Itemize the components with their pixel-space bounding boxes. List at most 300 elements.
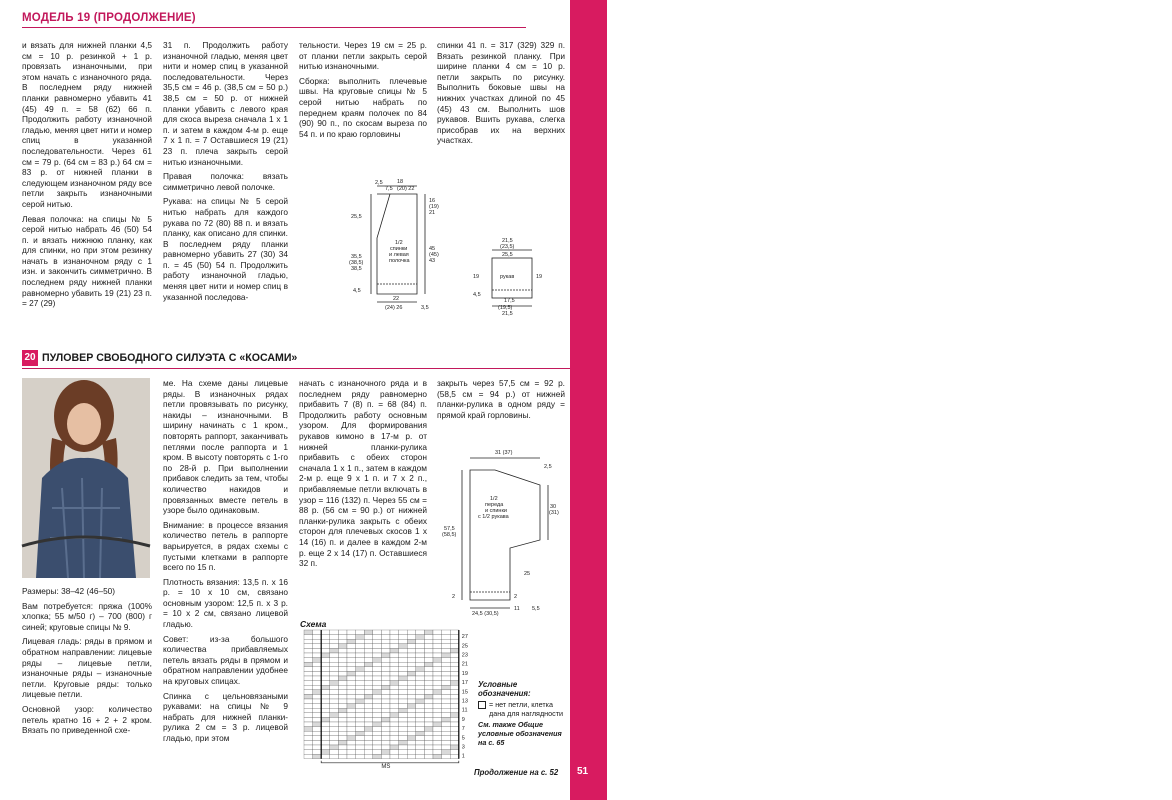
- scheme-cell: [399, 681, 408, 686]
- paragraph: начать с изнаночного ряда и в последнем ряду равномерно прибавить 7 (8) п. = 68 (84) п. Продолжить работу основным узором. Для формирования рукавов кимоно в 17-м р. от нижней планки-рулика прибавить с обеих сторон сначала 1 х 1 п., затем в каждом 2-м р. еще 9 х 1 п. и 7 х 2 п., прибавляемые петли включать в узор = 116 (132) п. Через 55 см = 88 р. (56 см = 90 р.) от нижней планки-рулика закрыть с обеих сторон для плечевых скосов 1 х 14 (16) п. и далее в каждом 2-м р. еще 2 х 14 (17) п. Оставшиеся 32 п.: [299, 378, 427, 569]
- dim-label: (23,5): [500, 244, 515, 250]
- scheme-cell: [313, 708, 322, 713]
- scheme-cell: [347, 639, 356, 644]
- scheme-cell: [407, 736, 416, 741]
- scheme-cell: [321, 727, 330, 732]
- scheme-cell: [407, 662, 416, 667]
- scheme-cell: [373, 648, 382, 653]
- scheme-cell: [356, 740, 365, 745]
- scheme-cell: [407, 635, 416, 640]
- scheme-cell: [330, 644, 339, 649]
- dim-label: переда: [485, 502, 504, 508]
- scheme-cell: [304, 694, 313, 699]
- scheme-cell: [433, 713, 442, 718]
- scheme-cell: [450, 745, 459, 750]
- scheme-cell: [390, 745, 399, 750]
- scheme-cell: [347, 681, 356, 686]
- scheme-cell: [442, 750, 451, 755]
- top-column-1: [22, 40, 152, 313]
- row-number: 9: [461, 716, 465, 723]
- scheme-cell: [330, 662, 339, 667]
- scheme-cell: [313, 644, 322, 649]
- dim-label: с 1/2 рукава: [478, 514, 509, 520]
- scheme-cell: [330, 685, 339, 690]
- scheme-cell: [390, 635, 399, 640]
- scheme-cell: [381, 708, 390, 713]
- scheme-cell: [364, 667, 373, 672]
- scheme-cell: [416, 727, 425, 732]
- scheme-cell: [304, 667, 313, 672]
- scheme-cell: [399, 676, 408, 681]
- scheme-cell: [407, 630, 416, 635]
- scheme-cell: [433, 722, 442, 727]
- scheme-cell: [338, 722, 347, 727]
- scheme-cell: [321, 731, 330, 736]
- scheme-cell: [304, 635, 313, 640]
- paragraph: Правая полочка: вязать симметрично левой полочке.: [163, 171, 288, 192]
- scheme-cell: [373, 722, 382, 727]
- scheme-cell: [304, 713, 313, 718]
- dim-label: 30: [550, 504, 557, 510]
- scheme-cell: [338, 745, 347, 750]
- scheme-cell: [373, 685, 382, 690]
- scheme-cell: [442, 676, 451, 681]
- row-number: 19: [461, 670, 468, 677]
- scheme-cell: [407, 639, 416, 644]
- scheme-cell: [338, 690, 347, 695]
- scheme-cell: [381, 648, 390, 653]
- scheme-cell: [330, 676, 339, 681]
- scheme-cell: [399, 685, 408, 690]
- dim-label: 25: [524, 571, 531, 577]
- scheme-cell: [381, 644, 390, 649]
- dim-label: 2,5: [375, 180, 383, 186]
- scheme-cell: [330, 648, 339, 653]
- scheme-cell: [450, 635, 459, 640]
- scheme-cell: [321, 653, 330, 658]
- scheme-cell: [424, 708, 433, 713]
- scheme-cell: [442, 644, 451, 649]
- scheme-cell: [450, 717, 459, 722]
- scheme-cell: [442, 708, 451, 713]
- scheme-cell: [424, 662, 433, 667]
- scheme-cell: [416, 690, 425, 695]
- scheme-title: Схема: [300, 619, 327, 629]
- scheme-cell: [450, 671, 459, 676]
- scheme-cell: [364, 699, 373, 704]
- scheme-cell: [399, 690, 408, 695]
- scheme-cell: [424, 740, 433, 745]
- dim-label: 11: [514, 606, 520, 612]
- scheme-cell: [356, 690, 365, 695]
- scheme-cell: [373, 736, 382, 741]
- scheme-cell: [373, 740, 382, 745]
- dim-label: 18: [397, 179, 404, 185]
- scheme-cell: [373, 704, 382, 709]
- scheme-cell: [416, 708, 425, 713]
- legend-item: [478, 700, 568, 718]
- scheme-cell: [390, 694, 399, 699]
- scheme-cell: [433, 750, 442, 755]
- scheme-cell: [347, 754, 356, 759]
- scheme-cell: [381, 676, 390, 681]
- scheme-cell: [364, 704, 373, 709]
- scheme-cell: [390, 754, 399, 759]
- scheme-cell: [433, 635, 442, 640]
- scheme-cell: [313, 648, 322, 653]
- scheme-cell: [407, 658, 416, 663]
- scheme-cell: [373, 667, 382, 672]
- scheme-cell: [442, 658, 451, 663]
- scheme-cell: [390, 717, 399, 722]
- scheme-cell: [381, 635, 390, 640]
- scheme-cell: [373, 635, 382, 640]
- scheme-cell: [399, 694, 408, 699]
- scheme-cell: [364, 644, 373, 649]
- scheme-cell: [304, 658, 313, 663]
- scheme-cell: [416, 745, 425, 750]
- scheme-cell: [347, 713, 356, 718]
- scheme-cell: [407, 754, 416, 759]
- scheme-cell: [313, 690, 322, 695]
- row-number: 17: [461, 680, 468, 687]
- scheme-cell: [304, 676, 313, 681]
- dim-label: 5,5: [532, 606, 540, 612]
- scheme-cell: [424, 648, 433, 653]
- paragraph: Лицевая гладь: ряды в прямом и обратном направлении: лицевые ряды – лицевые петли, изнаночные ряды – изнаночные петли. Круговые ряды: только лицевые петли.: [22, 636, 152, 700]
- scheme-cell: [373, 681, 382, 686]
- scheme-cell: [330, 671, 339, 676]
- scheme-cell: [442, 653, 451, 658]
- scheme-cell: [321, 754, 330, 759]
- scheme-cell: [356, 671, 365, 676]
- model-title: ПУЛОВЕР СВОБОДНОГО СИЛУЭТА С «КОСАМИ»: [42, 352, 298, 364]
- scheme-cell: [338, 694, 347, 699]
- scheme-cell: [364, 740, 373, 745]
- scheme-cell: [433, 708, 442, 713]
- scheme-cell: [347, 704, 356, 709]
- row-number: 11: [461, 707, 468, 714]
- scheme-cell: [321, 699, 330, 704]
- scheme-cell: [347, 731, 356, 736]
- scheme-cell: [347, 676, 356, 681]
- scheme-cell: [442, 681, 451, 686]
- scheme-cell: [450, 662, 459, 667]
- paragraph: закрыть через 57,5 см = 92 р. (58,5 см = 94 р.) от нижней планки-рулика в одном ряду = прямой край горловины.: [437, 378, 565, 420]
- scheme-cell: [442, 630, 451, 635]
- scheme-cell: [424, 754, 433, 759]
- scheme-cell: [399, 745, 408, 750]
- dim-label: 43: [429, 258, 436, 264]
- scheme-cell: [304, 722, 313, 727]
- scheme-cell: [433, 699, 442, 704]
- scheme-cell: [356, 662, 365, 667]
- scheme-cell: [450, 722, 459, 727]
- scheme-cell: [450, 690, 459, 695]
- dim-label: 21,5: [502, 311, 513, 317]
- scheme-cell: [338, 727, 347, 732]
- scheme-cell: [442, 745, 451, 750]
- scheme-cell: [330, 736, 339, 741]
- scheme-cell: [321, 676, 330, 681]
- row-number: 7: [461, 726, 465, 733]
- scheme-cell: [321, 671, 330, 676]
- scheme-cell: [347, 635, 356, 640]
- scheme-cell: [330, 653, 339, 658]
- scheme-cell: [304, 630, 313, 635]
- scheme-cell: [313, 658, 322, 663]
- scheme-cell: [364, 731, 373, 736]
- scheme-cell: [321, 685, 330, 690]
- scheme-cell: [424, 717, 433, 722]
- scheme-cell: [407, 745, 416, 750]
- scheme-cell: [416, 722, 425, 727]
- scheme-cell: [364, 658, 373, 663]
- scheme-cell: [304, 648, 313, 653]
- scheme-cell: [416, 754, 425, 759]
- scheme-cell: [390, 671, 399, 676]
- scheme-cell: [407, 671, 416, 676]
- legend-text: = нет петли, клетка дана для наглядности: [489, 700, 564, 718]
- repeat-label: MS: [381, 763, 391, 770]
- scheme-cell: [416, 740, 425, 745]
- scheme-cell: [356, 639, 365, 644]
- row-number: 27: [461, 634, 468, 641]
- watermark: PassionForum.ru: [485, 785, 550, 795]
- scheme-cell: [424, 750, 433, 755]
- scheme-cell: [304, 681, 313, 686]
- scheme-cell: [330, 681, 339, 686]
- scheme-cell: [373, 662, 382, 667]
- scheme-cell: [373, 653, 382, 658]
- scheme-cell: [416, 644, 425, 649]
- scheme-cell: [390, 644, 399, 649]
- paragraph: Плотность вязания: 13,5 п. х 16 р. = 10 х 10 см, связано основным узором: 12,5 п. х 3 р. = 10 х 2 см, связано лицевой гладью.: [163, 576, 288, 630]
- scheme-cell: [321, 630, 330, 635]
- scheme-cell: [356, 676, 365, 681]
- scheme-cell: [416, 662, 425, 667]
- scheme-cell: [321, 713, 330, 718]
- scheme-cell: [442, 754, 451, 759]
- scheme-cell: [450, 740, 459, 745]
- scheme-cell: [330, 754, 339, 759]
- dim-label: 45: [429, 246, 436, 252]
- scheme-cell: [416, 717, 425, 722]
- scheme-cell: [433, 704, 442, 709]
- side-band: [570, 0, 1156, 800]
- scheme-cell: [424, 658, 433, 663]
- scheme-cell: [433, 745, 442, 750]
- scheme-cell: [304, 736, 313, 741]
- scheme-cell: [442, 648, 451, 653]
- scheme-cell: [407, 727, 416, 732]
- scheme-cell: [433, 653, 442, 658]
- scheme-cell: [364, 722, 373, 727]
- scheme-cell: [321, 745, 330, 750]
- scheme-cell: [313, 704, 322, 709]
- scheme-cell: [330, 630, 339, 635]
- dim-label: 38,5: [351, 266, 362, 272]
- scheme-cell: [424, 745, 433, 750]
- scheme-cell: [399, 740, 408, 745]
- scheme-cell: [399, 658, 408, 663]
- scheme-cell: [450, 667, 459, 672]
- scheme-cell: [330, 635, 339, 640]
- dim-label: 31 (37): [495, 450, 513, 456]
- scheme-cell: [450, 708, 459, 713]
- scheme-cell: [381, 639, 390, 644]
- scheme-cell: [313, 694, 322, 699]
- scheme-cell: [356, 681, 365, 686]
- scheme-cell: [321, 662, 330, 667]
- scheme-cell: [373, 745, 382, 750]
- scheme-cell: [433, 662, 442, 667]
- scheme-cell: [433, 727, 442, 732]
- scheme-cell: [356, 648, 365, 653]
- paragraph: ме. На схеме даны лицевые ряды. В изнаночных рядах петли провязывать по рисунку, накиды – изнаночными. В ширину начинать с 1 кром., повторять раппорт, заканчивать петлями после раппорта и 1 кром. В высоту повторять с 1-го по 28-й р. При выполнении прибавок следить за тем, чтобы количество накидов и провязанных вместе петель в узоре было одинаковым.: [163, 378, 288, 516]
- scheme-cell: [433, 736, 442, 741]
- scheme-cell: [356, 704, 365, 709]
- scheme-cell: [450, 653, 459, 658]
- scheme-cell: [381, 694, 390, 699]
- top-column-3: [299, 40, 427, 143]
- scheme-cell: [442, 690, 451, 695]
- scheme-cell: [356, 750, 365, 755]
- scheme-cell: [433, 644, 442, 649]
- scheme-cell: [364, 750, 373, 755]
- scheme-cell: [364, 681, 373, 686]
- scheme-cell: [364, 662, 373, 667]
- scheme-cell: [356, 653, 365, 658]
- scheme-cell: [399, 727, 408, 732]
- scheme-cell: [424, 685, 433, 690]
- dim-label: спинки: [390, 246, 408, 252]
- scheme-cell: [304, 653, 313, 658]
- scheme-cell: [364, 630, 373, 635]
- top-column-2: [163, 40, 288, 306]
- row-number: 3: [461, 744, 465, 751]
- dim-label: 17,5: [504, 298, 515, 304]
- scheme-cell: [304, 690, 313, 695]
- scheme-cell: [399, 731, 408, 736]
- scheme-cell: [356, 658, 365, 663]
- scheme-cell: [399, 635, 408, 640]
- scheme-cell: [399, 667, 408, 672]
- scheme-cell: [450, 750, 459, 755]
- scheme-cell: [347, 736, 356, 741]
- scheme-cell: [364, 736, 373, 741]
- scheme-cell: [424, 722, 433, 727]
- scheme-cell: [390, 648, 399, 653]
- scheme-cell: [356, 644, 365, 649]
- scheme-cell: [390, 704, 399, 709]
- dim-label: 1/2: [490, 496, 498, 502]
- scheme-cell: [407, 708, 416, 713]
- scheme-cell: [321, 740, 330, 745]
- scheme-cell: [373, 708, 382, 713]
- scheme-cell: [424, 667, 433, 672]
- scheme-cell: [304, 704, 313, 709]
- scheme-cell: [338, 667, 347, 672]
- scheme-cell: [416, 676, 425, 681]
- scheme-cell: [364, 717, 373, 722]
- scheme-cell: [338, 750, 347, 755]
- scheme-cell: [364, 685, 373, 690]
- paragraph: Левая полочка: на спицы № 5 серой нитью набрать 46 (50) 54 п. и вязать нижнюю планку, как для спинки, но при этом резинку начать в изнаночном ряду с 1 изн. и закончить симметрично. В последнем ряду нижней планки равномерно убавить 19 (21) 23 п. = 27 (29): [22, 213, 152, 309]
- scheme-cell: [433, 630, 442, 635]
- scheme-cell: [407, 699, 416, 704]
- dim-label: (20) 22: [397, 186, 415, 192]
- scheme-cell: [321, 704, 330, 709]
- scheme-cell: [433, 731, 442, 736]
- scheme-cell: [433, 694, 442, 699]
- scheme-cell: [433, 667, 442, 672]
- scheme-cell: [390, 658, 399, 663]
- scheme-cell: [338, 644, 347, 649]
- legend: [478, 680, 568, 747]
- magazine-name: VERENA SPECIAL 01-2022: [1144, 112, 1156, 260]
- scheme-cell: [381, 717, 390, 722]
- dim-label: 4,5: [473, 292, 481, 298]
- scheme-cell: [390, 685, 399, 690]
- scheme-cell: [347, 648, 356, 653]
- scheme-cell: [390, 681, 399, 686]
- row-number: 5: [461, 735, 465, 742]
- row-number: 23: [461, 652, 468, 659]
- scheme-cell: [399, 750, 408, 755]
- scheme-cell: [407, 694, 416, 699]
- scheme-cell: [321, 708, 330, 713]
- scheme-cell: [381, 690, 390, 695]
- scheme-cell: [364, 671, 373, 676]
- scheme-cell: [321, 667, 330, 672]
- scheme-cell: [381, 713, 390, 718]
- dim-label: 4,5: [353, 288, 361, 294]
- scheme-cell: [424, 731, 433, 736]
- dim-label: 1/2: [395, 240, 403, 246]
- scheme-cell: [338, 736, 347, 741]
- paragraph: и вязать для нижней планки 4,5 см = 10 р. резинкой + 1 р. провязать изнаночными, при этом начать с изнаночного ряда. В последнем ряду нижней планки равномерно убавить 41 (45) 49 п. = 58 (62) 66 п. Продолжить работу изнаночной гладью, меняя цвет нити и номер спиц в указанной последовательности. Через 61 см = 79 р. (64 см = 83 р.) 64 см = 83 р. от нижней планки в следующем изнаночном ряду все петли закрыть изнаночными серой нитью.: [22, 40, 152, 209]
- scheme-cell: [416, 694, 425, 699]
- scheme-cell: [381, 736, 390, 741]
- scheme-cell: [356, 708, 365, 713]
- legend-title: Условные обозначения:: [478, 680, 531, 698]
- scheme-cell: [356, 736, 365, 741]
- scheme-cell: [347, 667, 356, 672]
- scheme-cell: [450, 630, 459, 635]
- scheme-cell: [304, 685, 313, 690]
- legend-note: См. также Общие условные обозначения на с. 65: [478, 720, 562, 747]
- scheme-cell: [356, 694, 365, 699]
- scheme-cell: [424, 639, 433, 644]
- scheme-cell: [381, 667, 390, 672]
- scheme-cell: [347, 630, 356, 635]
- paragraph: Внимание: в процессе вязания количество петель в раппорте варьируется, в рядах схемы с пустыми клетками в раппорте всего по 15 п.: [163, 519, 288, 573]
- scheme-cell: [399, 736, 408, 741]
- scheme-cell: [347, 740, 356, 745]
- scheme-cell: [356, 717, 365, 722]
- scheme-cell: [433, 676, 442, 681]
- scheme-cell: [313, 662, 322, 667]
- scheme-cell: [313, 667, 322, 672]
- scheme-cell: [381, 685, 390, 690]
- scheme-cell: [304, 699, 313, 704]
- scheme-cell: [364, 639, 373, 644]
- scheme-cell: [442, 713, 451, 718]
- scheme-cell: [304, 731, 313, 736]
- scheme-cell: [338, 653, 347, 658]
- scheme-cell: [424, 704, 433, 709]
